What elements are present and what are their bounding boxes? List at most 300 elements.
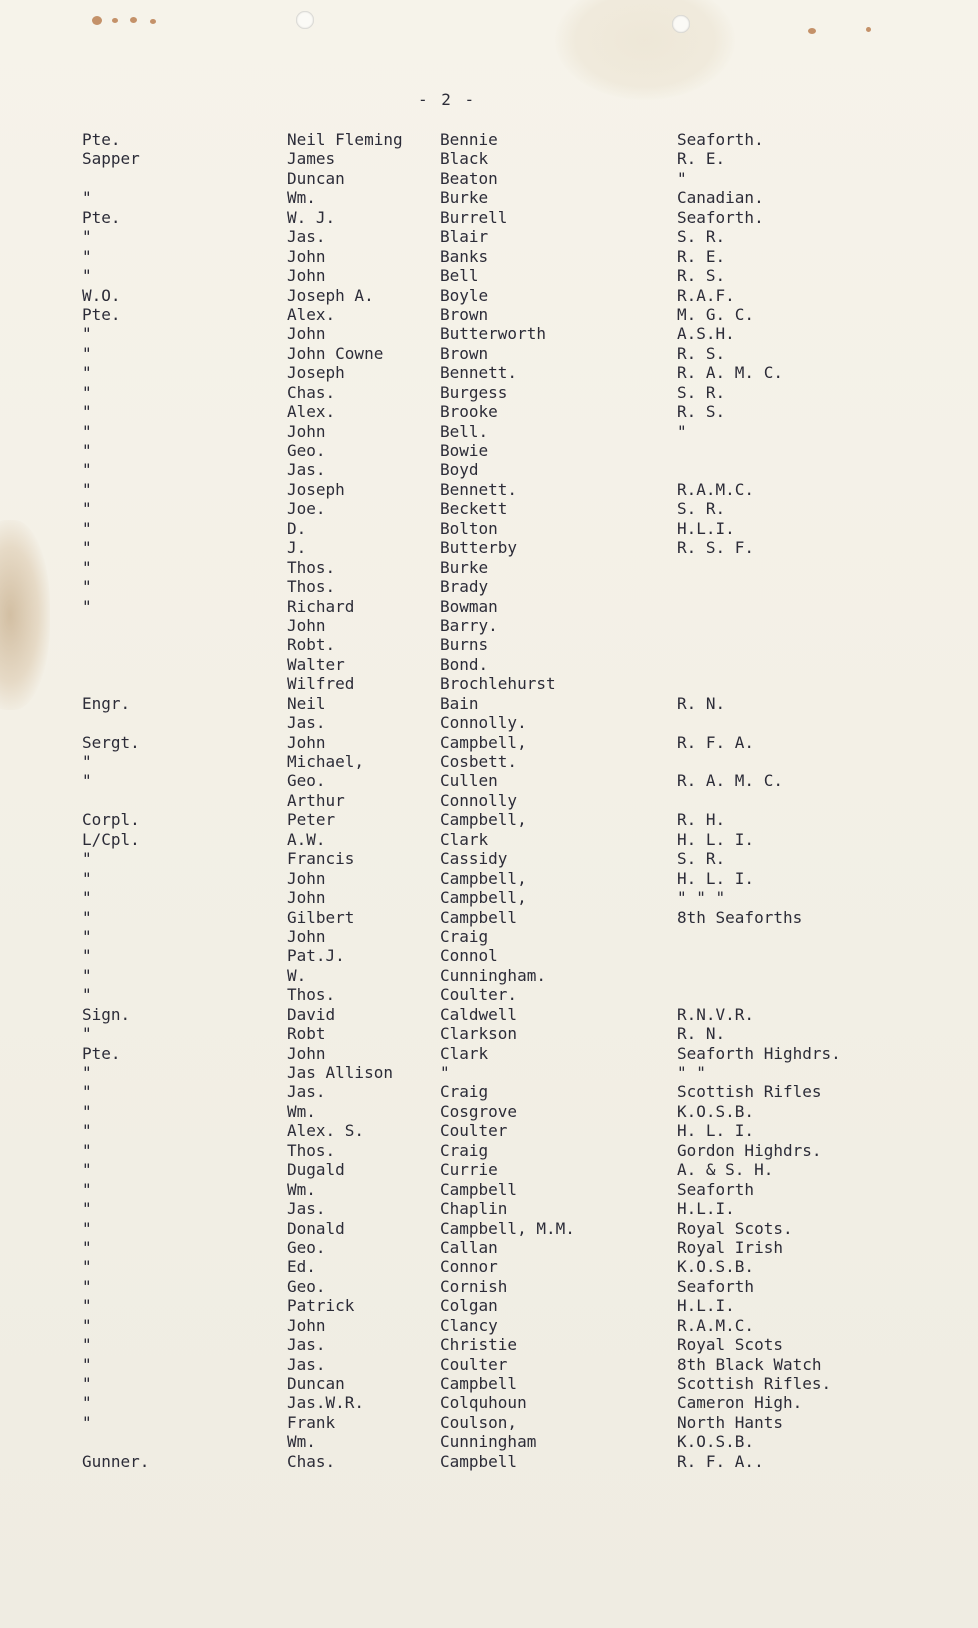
surname-cell: Banks: [440, 246, 489, 266]
rank-cell: ": [82, 1335, 92, 1355]
first-name-cell: Jas.W.R.: [287, 1393, 365, 1413]
roster-row: [0, 227, 978, 246]
unit-cell: R. S.: [677, 343, 726, 363]
rank-cell: ": [82, 1082, 92, 1102]
surname-cell: Colquhoun: [440, 1393, 527, 1413]
roster-row: [0, 985, 978, 1004]
first-name-cell: Wm.: [287, 1179, 316, 1199]
rust-spot: [866, 27, 871, 32]
rank-cell: ": [82, 499, 92, 519]
roster-row: [0, 480, 978, 499]
rank-cell: ": [82, 1237, 92, 1257]
unit-cell: " " ": [677, 888, 726, 908]
first-name-cell: Jas.: [287, 227, 326, 247]
rank-cell: ": [82, 1179, 92, 1199]
roster-row: [0, 169, 978, 188]
rank-cell: ": [82, 1101, 92, 1121]
surname-cell: Bennett.: [440, 479, 518, 499]
rank-cell: ": [82, 227, 92, 247]
rank-cell: ": [82, 188, 92, 208]
rank-cell: ": [82, 926, 92, 946]
surname-cell: Burgess: [440, 382, 508, 402]
surname-cell: Brochlehurst: [440, 674, 556, 694]
surname-cell: Connolly: [440, 790, 518, 810]
surname-cell: Caldwell: [440, 1004, 518, 1024]
roster-row: [0, 908, 978, 927]
roster-row: [0, 1219, 978, 1238]
surname-cell: Campbell,: [440, 732, 527, 752]
rank-cell: Engr.: [82, 693, 131, 713]
surname-cell: Burrell: [440, 207, 508, 227]
unit-cell: R.N.V.R.: [677, 1004, 755, 1024]
roster-row: [0, 149, 978, 168]
unit-cell: R. E.: [677, 246, 726, 266]
unit-cell: S. R.: [677, 499, 726, 519]
rank-cell: Pte.: [82, 130, 121, 149]
roster-row: [0, 810, 978, 829]
surname-cell: Chaplin: [440, 1199, 508, 1219]
surname-cell: Clark: [440, 829, 489, 849]
unit-cell: Scottish Rifles.: [677, 1374, 832, 1393]
roster-row: [0, 1063, 978, 1082]
surname-cell: Beckett: [440, 499, 508, 519]
rank-cell: ": [82, 907, 92, 927]
first-name-cell: John: [287, 1315, 326, 1335]
roster-row: [0, 1393, 978, 1412]
unit-cell: S. R.: [677, 227, 726, 247]
unit-cell: 8th Seaforths: [677, 907, 803, 927]
surname-cell: Brooke: [440, 402, 498, 422]
roster-row: [0, 771, 978, 790]
surname-cell: Blair: [440, 227, 489, 247]
surname-cell: Craig: [440, 1140, 489, 1160]
rank-cell: ": [82, 1374, 92, 1393]
surname-cell: Black: [440, 149, 489, 169]
first-name-cell: Jas.: [287, 1335, 326, 1355]
surname-cell: Clancy: [440, 1315, 498, 1335]
first-name-cell: Richard: [287, 596, 355, 616]
surname-cell: Bell: [440, 266, 479, 286]
unit-cell: Seaforth.: [677, 130, 764, 149]
first-name-cell: Patrick: [287, 1296, 355, 1316]
unit-cell: Royal Scots: [677, 1335, 783, 1355]
first-name-cell: John: [287, 732, 326, 752]
surname-cell: Christie: [440, 1335, 518, 1355]
roster-row: [0, 733, 978, 752]
surname-cell: Bond.: [440, 654, 489, 674]
first-name-cell: D.: [287, 518, 307, 538]
rank-cell: ": [82, 441, 92, 460]
rank-cell: Sign.: [82, 1004, 131, 1024]
roster-row: [0, 460, 978, 479]
rank-cell: Pte.: [82, 207, 121, 227]
rank-cell: ": [82, 1218, 92, 1238]
surname-cell: Clarkson: [440, 1024, 518, 1044]
surname-cell: Campbell, M.M.: [440, 1218, 575, 1238]
first-name-cell: W. J.: [287, 207, 336, 227]
rank-cell: ": [82, 518, 92, 538]
first-name-cell: Thos.: [287, 557, 336, 577]
first-name-cell: Jas.: [287, 460, 326, 480]
roster-row: [0, 1355, 978, 1374]
rank-cell: Gunner.: [82, 1451, 150, 1471]
rank-cell: ": [82, 538, 92, 558]
roster-row: [0, 1024, 978, 1043]
surname-cell: Bolton: [440, 518, 498, 538]
rank-cell: ": [82, 1160, 92, 1180]
punch-hole: [672, 15, 690, 33]
surname-cell: Cunningham: [440, 1432, 537, 1452]
roster-row: [0, 422, 978, 441]
surname-cell: Campbell: [440, 907, 518, 927]
roster-row: [0, 1413, 978, 1432]
unit-cell: Canadian.: [677, 188, 764, 208]
first-name-cell: John: [287, 324, 326, 344]
rank-cell: Pte.: [82, 304, 121, 324]
first-name-cell: Jas.: [287, 1082, 326, 1102]
surname-cell: Connor: [440, 1257, 498, 1277]
rank-cell: ": [82, 343, 92, 363]
first-name-cell: Arthur: [287, 790, 345, 810]
first-name-cell: Geo.: [287, 1276, 326, 1296]
first-name-cell: Thos.: [287, 985, 336, 1005]
surname-cell: Callan: [440, 1237, 498, 1257]
surname-cell: Boyd: [440, 460, 479, 480]
surname-cell: Cosbett.: [440, 752, 518, 771]
rank-cell: ": [82, 1121, 92, 1141]
rank-cell: ": [82, 1354, 92, 1374]
rank-cell: ": [82, 1063, 92, 1082]
first-name-cell: Ed.: [287, 1257, 316, 1277]
roster-row: [0, 558, 978, 577]
surname-cell: Cornish: [440, 1276, 508, 1296]
roster-row: [0, 1257, 978, 1276]
roster-row: [0, 927, 978, 946]
rank-cell: ": [82, 946, 92, 966]
unit-cell: R. N.: [677, 1024, 726, 1044]
first-name-cell: Joseph: [287, 479, 345, 499]
surname-cell: Craig: [440, 926, 489, 946]
first-name-cell: Thos.: [287, 577, 336, 597]
rank-cell: ": [82, 1315, 92, 1335]
unit-cell: H.L.I.: [677, 518, 735, 538]
roster-row: [0, 888, 978, 907]
roster-row: [0, 1160, 978, 1179]
roster-row: [0, 752, 978, 771]
first-name-cell: Neil: [287, 693, 326, 713]
first-name-cell: Michael,: [287, 752, 365, 771]
surname-cell: Coulter: [440, 1354, 508, 1374]
surname-cell: Beaton: [440, 168, 498, 188]
rank-cell: Sergt.: [82, 732, 140, 752]
first-name-cell: Jas Allison: [287, 1063, 393, 1082]
surname-cell: Butterworth: [440, 324, 546, 344]
surname-cell: Coulter: [440, 1121, 508, 1141]
first-name-cell: Chas.: [287, 382, 336, 402]
unit-cell: ": [677, 168, 687, 188]
surname-cell: Barry.: [440, 615, 498, 635]
roster-row: [0, 1044, 978, 1063]
first-name-cell: Geo.: [287, 771, 326, 791]
first-name-cell: Thos.: [287, 1140, 336, 1160]
unit-cell: S. R.: [677, 849, 726, 869]
rank-cell: ": [82, 460, 92, 480]
first-name-cell: John: [287, 888, 326, 908]
surname-cell: Campbell: [440, 1451, 518, 1471]
rank-cell: L/Cpl.: [82, 829, 140, 849]
surname-cell: Colgan: [440, 1296, 498, 1316]
roster-row: [0, 616, 978, 635]
unit-cell: M. G. C.: [677, 304, 755, 324]
unit-cell: A. & S. H.: [677, 1160, 774, 1180]
surname-cell: Brady: [440, 577, 489, 597]
rank-cell: ": [82, 266, 92, 286]
surname-cell: Coulson,: [440, 1412, 518, 1432]
first-name-cell: Pat.J.: [287, 946, 345, 966]
first-name-cell: John: [287, 421, 326, 441]
surname-cell: Bell.: [440, 421, 489, 441]
surname-cell: Campbell,: [440, 868, 527, 888]
rank-cell: ": [82, 596, 92, 616]
surname-cell: Bowie: [440, 441, 489, 460]
surname-cell: Currie: [440, 1160, 498, 1180]
roster-list: [0, 130, 978, 1471]
rank-cell: ": [82, 752, 92, 771]
rust-spot: [808, 28, 816, 34]
surname-cell: Cunningham.: [440, 965, 546, 985]
roster-row: [0, 849, 978, 868]
unit-cell: Gordon Highdrs.: [677, 1140, 822, 1160]
unit-cell: 8th Black Watch: [677, 1354, 822, 1374]
roster-row: [0, 1432, 978, 1451]
unit-cell: R. A. M. C.: [677, 771, 783, 791]
unit-cell: Cameron High.: [677, 1393, 803, 1413]
unit-cell: R.A.M.C.: [677, 1315, 755, 1335]
surname-cell: Boyle: [440, 285, 489, 305]
rust-spot: [130, 17, 137, 23]
rank-cell: ": [82, 849, 92, 869]
surname-cell: Butterby: [440, 538, 518, 558]
rank-cell: ": [82, 888, 92, 908]
roster-row: [0, 1238, 978, 1257]
rank-cell: ": [82, 402, 92, 422]
first-name-cell: John: [287, 1043, 326, 1063]
rust-spot: [150, 19, 156, 24]
surname-cell: Campbell: [440, 1374, 518, 1393]
roster-row: [0, 674, 978, 693]
unit-cell: H. L. I.: [677, 1121, 755, 1141]
first-name-cell: John: [287, 246, 326, 266]
rank-cell: ": [82, 1199, 92, 1219]
first-name-cell: Jas.: [287, 713, 326, 733]
first-name-cell: Geo.: [287, 1237, 326, 1257]
first-name-cell: John: [287, 926, 326, 946]
rank-cell: Corpl.: [82, 810, 140, 830]
unit-cell: A.S.H.: [677, 324, 735, 344]
rank-cell: ": [82, 1412, 92, 1432]
unit-cell: H. L. I.: [677, 868, 755, 888]
first-name-cell: Joe.: [287, 499, 326, 519]
roster-row: [0, 791, 978, 810]
roster-row: [0, 1005, 978, 1024]
roster-row: [0, 208, 978, 227]
surname-cell: Burns: [440, 635, 489, 655]
first-name-cell: Geo.: [287, 441, 326, 460]
surname-cell: Connol: [440, 946, 498, 966]
unit-cell: R. H.: [677, 810, 726, 830]
first-name-cell: Robt.: [287, 635, 336, 655]
surname-cell: Connolly.: [440, 713, 527, 733]
first-name-cell: Neil Fleming: [287, 130, 403, 149]
unit-cell: R.A.F.: [677, 285, 735, 305]
rust-spot: [112, 18, 118, 23]
roster-row: [0, 1121, 978, 1140]
roster-row: [0, 1082, 978, 1101]
unit-cell: H.L.I.: [677, 1199, 735, 1219]
rank-cell: ": [82, 985, 92, 1005]
first-name-cell: John Cowne: [287, 343, 384, 363]
roster-row: [0, 402, 978, 421]
rank-cell: ": [82, 965, 92, 985]
unit-cell: S. R.: [677, 382, 726, 402]
unit-cell: Seaforth Highdrs.: [677, 1043, 841, 1063]
roster-row: [0, 499, 978, 518]
roster-row: [0, 519, 978, 538]
rank-cell: Sapper: [82, 149, 140, 169]
unit-cell: R. E.: [677, 149, 726, 169]
rust-spot: [92, 16, 102, 25]
unit-cell: R. S.: [677, 266, 726, 286]
rank-cell: ": [82, 1257, 92, 1277]
roster-row: [0, 1141, 978, 1160]
roster-row: [0, 1316, 978, 1335]
first-name-cell: Robt: [287, 1024, 326, 1044]
surname-cell: Campbell,: [440, 888, 527, 908]
first-name-cell: A.W.: [287, 829, 326, 849]
unit-cell: North Hants: [677, 1412, 783, 1432]
roster-row: [0, 1102, 978, 1121]
roster-row: [0, 713, 978, 732]
roster-row: [0, 1199, 978, 1218]
rank-cell: ": [82, 1296, 92, 1316]
rank-cell: ": [82, 1276, 92, 1296]
first-name-cell: Francis: [287, 849, 355, 869]
roster-row: [0, 538, 978, 557]
surname-cell: Cassidy: [440, 849, 508, 869]
first-name-cell: John: [287, 868, 326, 888]
unit-cell: H.L.I.: [677, 1296, 735, 1316]
unit-cell: R. F. A.: [677, 732, 755, 752]
roster-row: [0, 694, 978, 713]
first-name-cell: Wm.: [287, 1101, 316, 1121]
rank-cell: Pte.: [82, 1043, 121, 1063]
rank-cell: ": [82, 382, 92, 402]
rank-cell: ": [82, 1140, 92, 1160]
roster-row: [0, 305, 978, 324]
first-name-cell: John: [287, 615, 326, 635]
roster-row: [0, 869, 978, 888]
unit-cell: K.O.S.B.: [677, 1432, 755, 1452]
roster-row: [0, 286, 978, 305]
surname-cell: Burke: [440, 188, 489, 208]
roster-row: [0, 130, 978, 149]
first-name-cell: Joseph A.: [287, 285, 374, 305]
surname-cell: Brown: [440, 343, 489, 363]
page-number: - 2 -: [418, 90, 477, 109]
unit-cell: H. L. I.: [677, 829, 755, 849]
unit-cell: R. A. M. C.: [677, 363, 783, 383]
unit-cell: R.A.M.C.: [677, 479, 755, 499]
surname-cell: Bain: [440, 693, 479, 713]
unit-cell: R. S. F.: [677, 538, 755, 558]
rank-cell: ": [82, 421, 92, 441]
first-name-cell: James: [287, 149, 336, 169]
unit-cell: Royal Irish: [677, 1237, 783, 1257]
roster-row: [0, 1335, 978, 1354]
first-name-cell: Jas.: [287, 1199, 326, 1219]
roster-row: [0, 383, 978, 402]
roster-row: [0, 344, 978, 363]
first-name-cell: Duncan: [287, 168, 345, 188]
surname-cell: Campbell: [440, 1179, 518, 1199]
unit-cell: Seaforth.: [677, 207, 764, 227]
roster-row: [0, 1180, 978, 1199]
first-name-cell: Alex.: [287, 402, 336, 422]
surname-cell: Bowman: [440, 596, 498, 616]
unit-cell: Seaforth: [677, 1276, 755, 1296]
roster-row: [0, 1296, 978, 1315]
roster-row: [0, 655, 978, 674]
roster-row: [0, 946, 978, 965]
roster-row: [0, 597, 978, 616]
unit-cell: Seaforth: [677, 1179, 755, 1199]
unit-cell: R. F. A..: [677, 1451, 764, 1471]
roster-row: [0, 966, 978, 985]
first-name-cell: Donald: [287, 1218, 345, 1238]
roster-row: [0, 266, 978, 285]
surname-cell: Craig: [440, 1082, 489, 1102]
unit-cell: R. S.: [677, 402, 726, 422]
unit-cell: R. N.: [677, 693, 726, 713]
water-stain: [555, 0, 735, 100]
unit-cell: " ": [677, 1063, 706, 1082]
first-name-cell: Jas.: [287, 1354, 326, 1374]
surname-cell: Burke: [440, 557, 489, 577]
first-name-cell: Chas.: [287, 1451, 336, 1471]
unit-cell: Royal Scots.: [677, 1218, 793, 1238]
surname-cell: Bennett.: [440, 363, 518, 383]
first-name-cell: Dugald: [287, 1160, 345, 1180]
first-name-cell: J.: [287, 538, 307, 558]
first-name-cell: W.: [287, 965, 307, 985]
first-name-cell: Alex. S.: [287, 1121, 365, 1141]
unit-cell: K.O.S.B.: [677, 1257, 755, 1277]
rank-cell: ": [82, 1024, 92, 1044]
surname-cell: Brown: [440, 304, 489, 324]
first-name-cell: Alex.: [287, 304, 336, 324]
rank-cell: ": [82, 868, 92, 888]
rank-cell: W.O.: [82, 285, 121, 305]
first-name-cell: John: [287, 266, 326, 286]
first-name-cell: Frank: [287, 1412, 336, 1432]
unit-cell: K.O.S.B.: [677, 1101, 755, 1121]
first-name-cell: Wm.: [287, 188, 316, 208]
rank-cell: ": [82, 363, 92, 383]
roster-row: [0, 1452, 978, 1471]
roster-row: [0, 635, 978, 654]
surname-cell: Campbell,: [440, 810, 527, 830]
first-name-cell: Peter: [287, 810, 336, 830]
